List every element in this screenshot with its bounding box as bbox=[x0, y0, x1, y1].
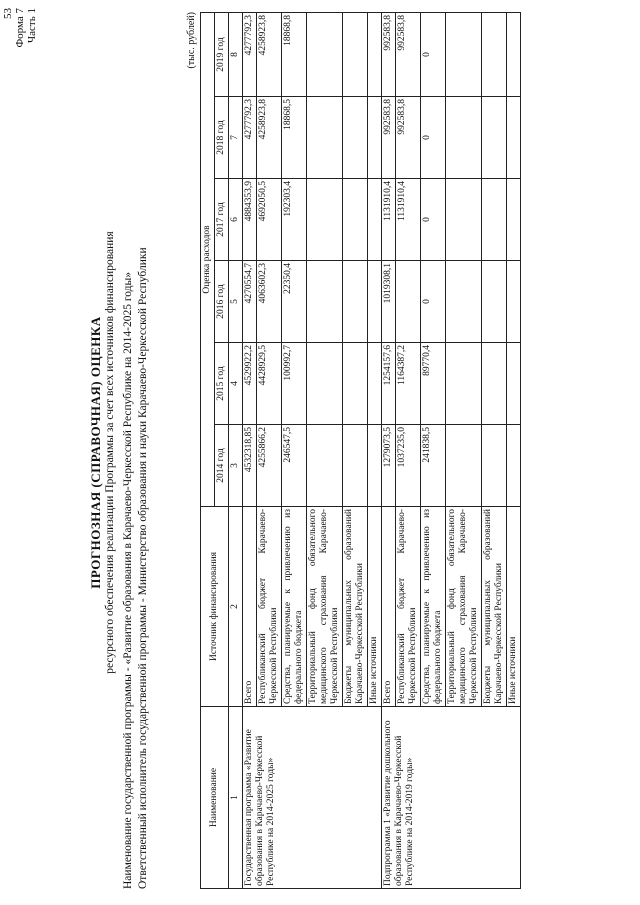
source-cell: Республиканский бюджет Карачаево-Черкесской Республики bbox=[396, 507, 421, 707]
value-cell: 22350,4 bbox=[282, 261, 307, 343]
source-cell: Республиканский бюджет Карачаево-Черкесской Республики bbox=[257, 507, 282, 707]
value-cell bbox=[446, 343, 482, 425]
header-row-1 bbox=[201, 13, 215, 889]
page-header-right bbox=[2, 8, 38, 48]
table-body bbox=[243, 13, 521, 889]
value-cell bbox=[482, 97, 507, 179]
header-year: 2018 год bbox=[215, 97, 229, 179]
value-cell bbox=[368, 179, 382, 261]
value-cell bbox=[368, 97, 382, 179]
header-year: 2017 год bbox=[215, 179, 229, 261]
source-cell: Иные источники bbox=[507, 507, 521, 707]
value-cell: 18868,8 bbox=[282, 13, 307, 97]
header-source: Источник финансирования bbox=[201, 507, 229, 707]
value-cell: 992583,8 bbox=[396, 97, 421, 179]
executor-line: Ответственный исполнитель государственной программы - Министерство образования и науки Карачаево-Черкесской Республики bbox=[137, 247, 149, 889]
value-cell: 0 bbox=[421, 179, 446, 261]
value-cell bbox=[482, 179, 507, 261]
header-year: 2016 год bbox=[215, 261, 229, 343]
section-name-cell: Государственная программа «Развитие образования в Карачаево-Черкесской Республике на 2014-2025 годы» bbox=[243, 707, 382, 889]
header-year: 2014 год bbox=[215, 425, 229, 507]
source-cell: Территориальный фонд обязательного медицинского страхования Карачаево-Черкесской Республики bbox=[307, 507, 343, 707]
value-cell bbox=[343, 261, 368, 343]
value-cell bbox=[446, 179, 482, 261]
value-cell bbox=[343, 179, 368, 261]
value-cell: 992583,8 bbox=[382, 13, 396, 97]
value-cell bbox=[368, 13, 382, 97]
value-cell bbox=[507, 343, 521, 425]
value-cell: 1019308,1 bbox=[382, 261, 396, 343]
value-cell bbox=[482, 343, 507, 425]
value-cell bbox=[396, 261, 421, 343]
value-cell: 4529922,2 bbox=[243, 343, 257, 425]
value-cell bbox=[507, 179, 521, 261]
table-row bbox=[243, 13, 257, 889]
value-cell: 4258923,8 bbox=[257, 97, 282, 179]
table-row bbox=[382, 13, 396, 889]
value-cell bbox=[482, 261, 507, 343]
value-cell bbox=[307, 343, 343, 425]
funding-table bbox=[200, 12, 521, 889]
value-cell: 89770,4 bbox=[421, 343, 446, 425]
value-cell bbox=[307, 97, 343, 179]
value-cell bbox=[368, 343, 382, 425]
value-cell: 0 bbox=[421, 97, 446, 179]
value-cell: 4270554,7 bbox=[243, 261, 257, 343]
value-cell: 4532318,85 bbox=[243, 425, 257, 507]
value-cell: 192303,4 bbox=[282, 179, 307, 261]
value-cell bbox=[482, 425, 507, 507]
column-number: 6 bbox=[229, 179, 243, 261]
value-cell bbox=[307, 13, 343, 97]
units-label: (тыс. рублей) bbox=[186, 12, 197, 69]
value-cell bbox=[368, 261, 382, 343]
form-label: Форма 7 bbox=[14, 8, 26, 48]
value-cell: 1164387,2 bbox=[396, 343, 421, 425]
document-subtitle: ресурсного обеспечения реализации Программы за счет всех источников финансирования bbox=[104, 231, 116, 674]
column-number: 7 bbox=[229, 97, 243, 179]
column-number: 1 bbox=[229, 707, 243, 889]
source-cell: Средства, планируемые к привлечению из федерального бюджета bbox=[282, 507, 307, 707]
program-name-line: Наименование государственной программы - «Развитие образования в Карачаево-Черкесской Республике на 2014-2025 годы» bbox=[122, 271, 134, 889]
header-year: 2019 год bbox=[215, 13, 229, 97]
header-estimate: Оценка расходов bbox=[201, 13, 215, 507]
value-cell: 4428929,5 bbox=[257, 343, 282, 425]
value-cell: 1254157,6 bbox=[382, 343, 396, 425]
value-cell: 4063602,3 bbox=[257, 261, 282, 343]
value-cell: 18868,5 bbox=[282, 97, 307, 179]
section-name-cell: Подпрограмма 1 «Развитие дошкольного образования в Карачаево-Черкесской Республике на 2014-2019 годы» bbox=[382, 707, 521, 889]
value-cell: 4258923,8 bbox=[257, 13, 282, 97]
value-cell bbox=[343, 343, 368, 425]
header-name: Наименование bbox=[201, 707, 229, 889]
column-number: 8 bbox=[229, 13, 243, 97]
source-cell: Территориальный фонд обязательного медицинского страхования Карачаево-Черкесской Республики bbox=[446, 507, 482, 707]
value-cell bbox=[507, 97, 521, 179]
value-cell bbox=[343, 97, 368, 179]
value-cell: 1279073,5 bbox=[382, 425, 396, 507]
column-number: 5 bbox=[229, 261, 243, 343]
value-cell: 4255866,2 bbox=[257, 425, 282, 507]
value-cell: 1037235,0 bbox=[396, 425, 421, 507]
source-cell: Всего bbox=[243, 507, 257, 707]
value-cell: 100992,7 bbox=[282, 343, 307, 425]
value-cell: 0 bbox=[421, 13, 446, 97]
source-cell: Средства, планируемые к привлечению из федерального бюджета bbox=[421, 507, 446, 707]
value-cell bbox=[507, 425, 521, 507]
source-cell: Бюджеты муниципальных образований Карачаево-Черкесской Республики bbox=[343, 507, 368, 707]
value-cell: 1131910,4 bbox=[396, 179, 421, 261]
value-cell: 992583,8 bbox=[396, 13, 421, 97]
value-cell: 4692050,5 bbox=[257, 179, 282, 261]
value-cell bbox=[507, 13, 521, 97]
page-number: 53 bbox=[2, 8, 14, 19]
value-cell bbox=[446, 425, 482, 507]
value-cell bbox=[446, 13, 482, 97]
value-cell bbox=[446, 261, 482, 343]
value-cell: 241838,5 bbox=[421, 425, 446, 507]
value-cell: 992583,8 bbox=[382, 97, 396, 179]
header-row-colnums bbox=[229, 13, 243, 889]
value-cell bbox=[446, 97, 482, 179]
value-cell: 1131910,4 bbox=[382, 179, 396, 261]
value-cell: 4277792,3 bbox=[243, 97, 257, 179]
value-cell bbox=[507, 261, 521, 343]
value-cell bbox=[482, 13, 507, 97]
value-cell: 0 bbox=[421, 261, 446, 343]
column-number: 2 bbox=[229, 507, 243, 707]
value-cell bbox=[343, 13, 368, 97]
source-cell: Всего bbox=[382, 507, 396, 707]
source-cell: Иные источники bbox=[368, 507, 382, 707]
column-number: 4 bbox=[229, 343, 243, 425]
part-label: Часть 1 bbox=[26, 8, 38, 43]
value-cell bbox=[307, 425, 343, 507]
value-cell: 4277792,3 bbox=[243, 13, 257, 97]
source-cell: Бюджеты муниципальных образований Карачаево-Черкесской Республики bbox=[482, 507, 507, 707]
document-title: ПРОГНОЗНАЯ (СПРАВОЧНАЯ) ОЦЕНКА bbox=[88, 316, 103, 589]
value-cell bbox=[307, 261, 343, 343]
value-cell bbox=[343, 425, 368, 507]
value-cell: 4884353,9 bbox=[243, 179, 257, 261]
column-number: 3 bbox=[229, 425, 243, 507]
header-year: 2015 год bbox=[215, 343, 229, 425]
value-cell: 246547,5 bbox=[282, 425, 307, 507]
value-cell bbox=[307, 179, 343, 261]
value-cell bbox=[368, 425, 382, 507]
